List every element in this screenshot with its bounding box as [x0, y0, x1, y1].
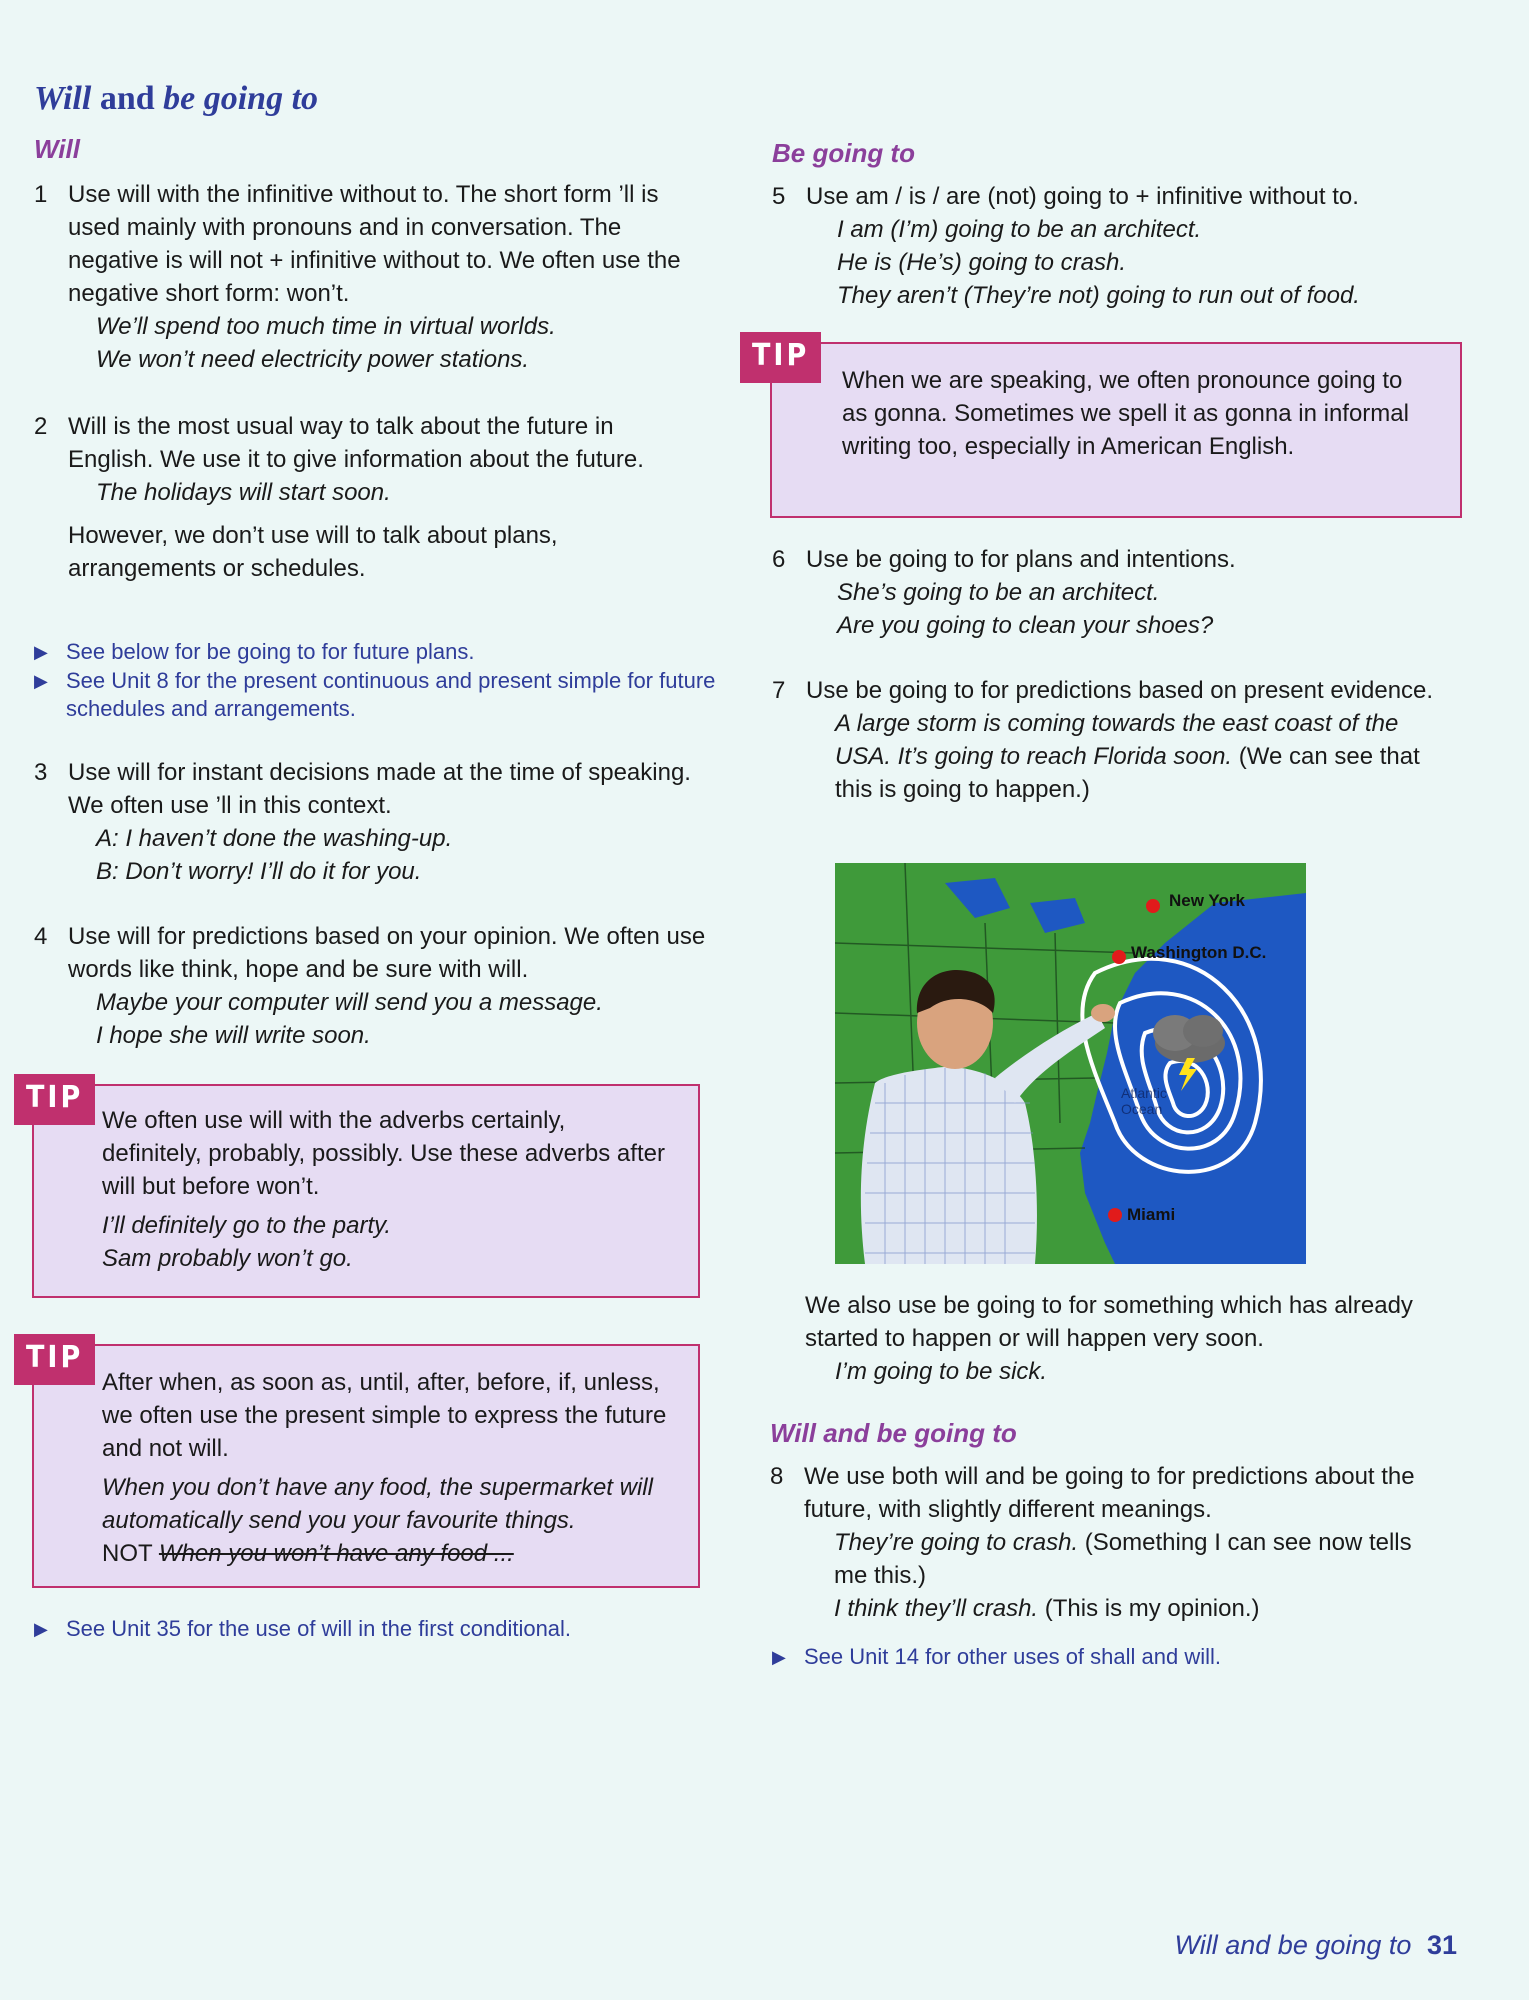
rule-item-3: 3 Use will for instant decisions made at the time of speaking. We often use ’ll in this context. A: I haven’t done the washing-up. B: Don’t worry! I’ll do it for you.	[34, 759, 691, 885]
map-label-washington: Washington D.C.	[1131, 943, 1267, 962]
rule-item-6: 6 Use be going to for plans and intentions. She’s going to be an architect. Are you going to clean your shoes?	[772, 546, 1236, 639]
after-map-text: We also use be going to for something which has already started to happen or will happen very soon. I’m going to be sick.	[805, 1292, 1413, 1385]
map-label-new-york: New York	[1169, 891, 1245, 910]
section-heading-will: Will	[34, 134, 80, 164]
arrow-right-icon: ▶	[34, 642, 48, 662]
rule-item-7: 7 Use be going to for predictions based on present evidence. A large storm is coming towards the east coast of the USA. It’s going to reach Florida soon. (We can see that this is going to happen.)	[772, 677, 1434, 803]
rule-item-5: 5 Use am / is / are (not) going to + infinitive without to. I am (I’m) going to be an architect. He is (He’s) going to crash. They aren’t (They’re not) going to run out of food.	[772, 183, 1360, 309]
section-heading-will-and-be-going-to: Will and be going to	[770, 1418, 1017, 1448]
see-below-link[interactable]: ▶ See below for be going to for future plans.	[34, 639, 475, 664]
tip-box-time-clauses: After when, as soon as, until, after, before, if, unless, we often use the present simple to express the future and not will. When you don’t have any food, the supermarket will automatically send you your favourite things. NOT When you won’t have any food ...	[32, 1344, 700, 1588]
see-unit-14-link[interactable]: ▶ See Unit 14 for other uses of shall and will.	[772, 1644, 1222, 1669]
rule-item-8: 8 We use both will and be going to for predictions about the future, with slightly different meanings. They’re going to crash. (Something I can see now tells me this.) I think they’ll crash. (This is my opinion.)	[770, 1463, 1415, 1622]
map-label-ocean: Atlantic Ocean	[1121, 1085, 1167, 1117]
section-heading-be-going-to: Be going to	[772, 138, 915, 168]
arrow-right-icon: ▶	[34, 671, 48, 691]
page-title: Will and be going to	[34, 80, 319, 117]
rule-item-4: 4 Use will for predictions based on your opinion. We often use words like think, hope and be sure with will. Maybe your computer will send you a message. I hope she will write soon.	[34, 923, 706, 1049]
arrow-right-icon: ▶	[34, 1619, 48, 1639]
rule-item-1: 1 Use will with the infinitive without to. The short form ’ll is used mainly with pronouns and in conversation. The negative is will not + infinitive without to. We often use the negative short form: won’t. We’ll spend too much time in virtual worlds. We won’t need electricity power stations.	[34, 181, 681, 373]
page-footer: Will and be going to 31	[1174, 1930, 1457, 1960]
arrow-right-icon: ▶	[772, 1647, 786, 1667]
tip-box-gonna: When we are speaking, we often pronounce going to as gonna. Sometimes we spell it as gonna in informal writing too, especially in American English.	[770, 342, 1462, 518]
tip-box-adverbs: We often use will with the adverbs certainly, definitely, probably, possibly. Use these adverbs after will but before won’t. I’ll definitely go to the party. Sam probably won’t go.	[32, 1084, 700, 1298]
tip-badge: TIP	[14, 1074, 95, 1125]
tip-badge: TIP	[14, 1334, 95, 1385]
map-label-miami: Miami	[1127, 1205, 1176, 1224]
weather-map-image	[835, 863, 1306, 1264]
see-unit-8-link[interactable]: ▶ See Unit 8 for the present continuous and present simple for future schedules and arrangements.	[34, 668, 716, 721]
see-unit-35-link[interactable]: ▶ See Unit 35 for the use of will in the first conditional.	[34, 1616, 572, 1641]
rule-item-2: 2 Will is the most usual way to talk about the future in English. We use it to give information about the future. The holidays will start soon. However, we don’t use will to talk about plans, arrangements or schedules.	[34, 413, 644, 582]
page-number: 31	[1426, 1930, 1457, 1960]
tip-badge: TIP	[740, 332, 821, 383]
